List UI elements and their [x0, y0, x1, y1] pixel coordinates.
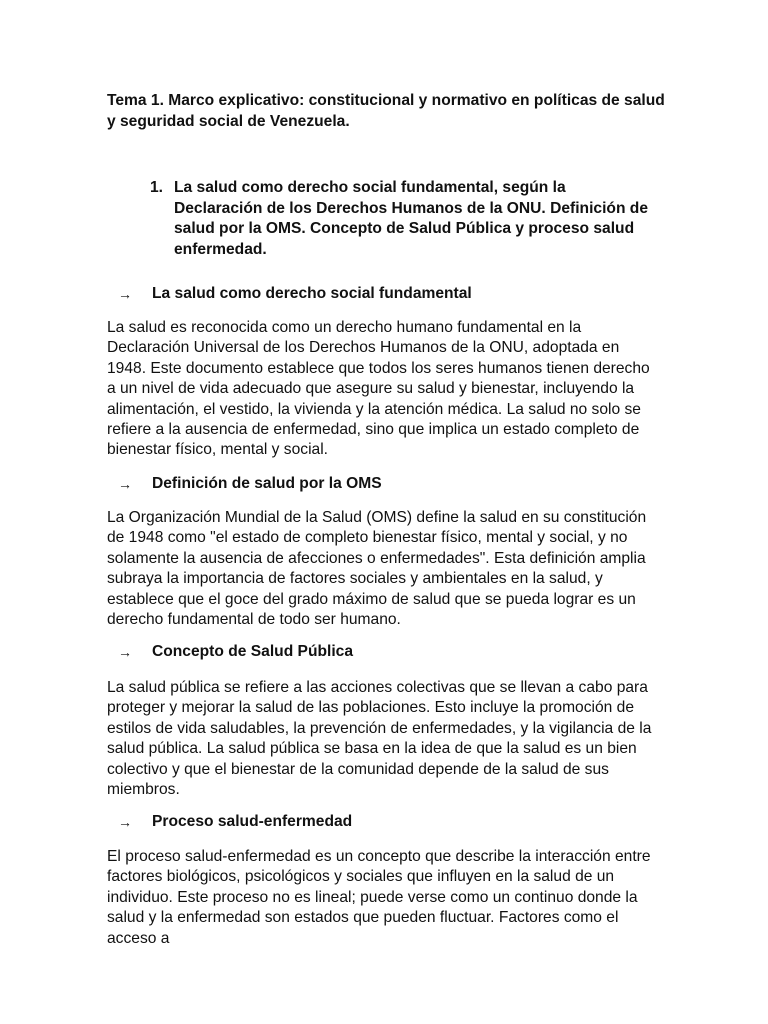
numbered-item-number: 1.	[150, 179, 164, 196]
section-heading	[118, 473, 382, 495]
numbered-item-text: La salud como derecho social fundamental, según la Declaración de los Derechos Humanos de la ONU. Definición de salud por la OMS. Concepto de Salud Pública y proceso salud enfermedad.	[174, 179, 649, 258]
numbered-item	[150, 178, 650, 260]
section-paragraph: La salud pública se refiere a las acciones colectivas que se llevan a cabo para proteger y mejorar la salud de las poblaciones. Esto incluye la promoción de estilos de vida saludables, la prevención de enfermedades, y la vigilancia de la salud pública. La salud pública se basa en la idea de que la salud es un bien colectivo y que el bienestar de la comunidad depende de la salud de sus miembros.	[107, 679, 652, 799]
section-heading-text: La salud como derecho social fundamental	[152, 285, 472, 302]
section-heading-text: Proceso salud-enfermedad	[152, 813, 353, 830]
arrow-bullet-icon: →	[118, 814, 132, 830]
section-heading	[118, 283, 472, 305]
section-heading-text: Concepto de Salud Pública	[152, 643, 354, 660]
document-title: Tema 1. Marco explicativo: constitucional y normativo en políticas de salud y seguridad social de Venezuela.	[107, 92, 665, 130]
arrow-bullet-icon: →	[118, 286, 132, 302]
section-heading	[118, 811, 352, 833]
section-paragraph: El proceso salud-enfermedad es un concepto que describe la interacción entre factores biológicos, psicológicos y sociales que influyen en la salud de un individuo. Este proceso no es lineal; puede verse como un continuo donde la salud y la enfermedad son estados que pueden fluctuar. Factores como el acceso a	[107, 848, 651, 947]
section-paragraph: La salud es reconocida como un derecho humano fundamental en la Declaración Universal de los Derechos Humanos de la ONU, adoptada en 1948. Este documento establece que todos los seres humanos tienen derecho a un nivel de vida adecuado que asegure su salud y bienestar, incluyendo la alimentación, el vestido, la vivienda y la atención médica. La salud no solo se refiere a la ausencia de enfermedad, sino que implica un estado completo de bienestar físico, mental y social.	[107, 319, 650, 459]
arrow-bullet-icon: →	[118, 476, 132, 492]
section-heading-text: Definición de salud por la OMS	[152, 475, 382, 492]
section-heading	[118, 641, 353, 663]
arrow-bullet-icon: →	[118, 644, 132, 660]
section-paragraph: La Organización Mundial de la Salud (OMS) define la salud en su constitución de 1948 como "el estado de completo bienestar físico, mental y social, y no solamente la ausencia de afecciones o enfermedades". Esta definición amplia subraya la importancia de factores sociales y ambientales en la salud, y establece que el goce del grado máximo de salud que se pueda lograr es un derecho fundamental de todo ser humano.	[107, 509, 647, 629]
